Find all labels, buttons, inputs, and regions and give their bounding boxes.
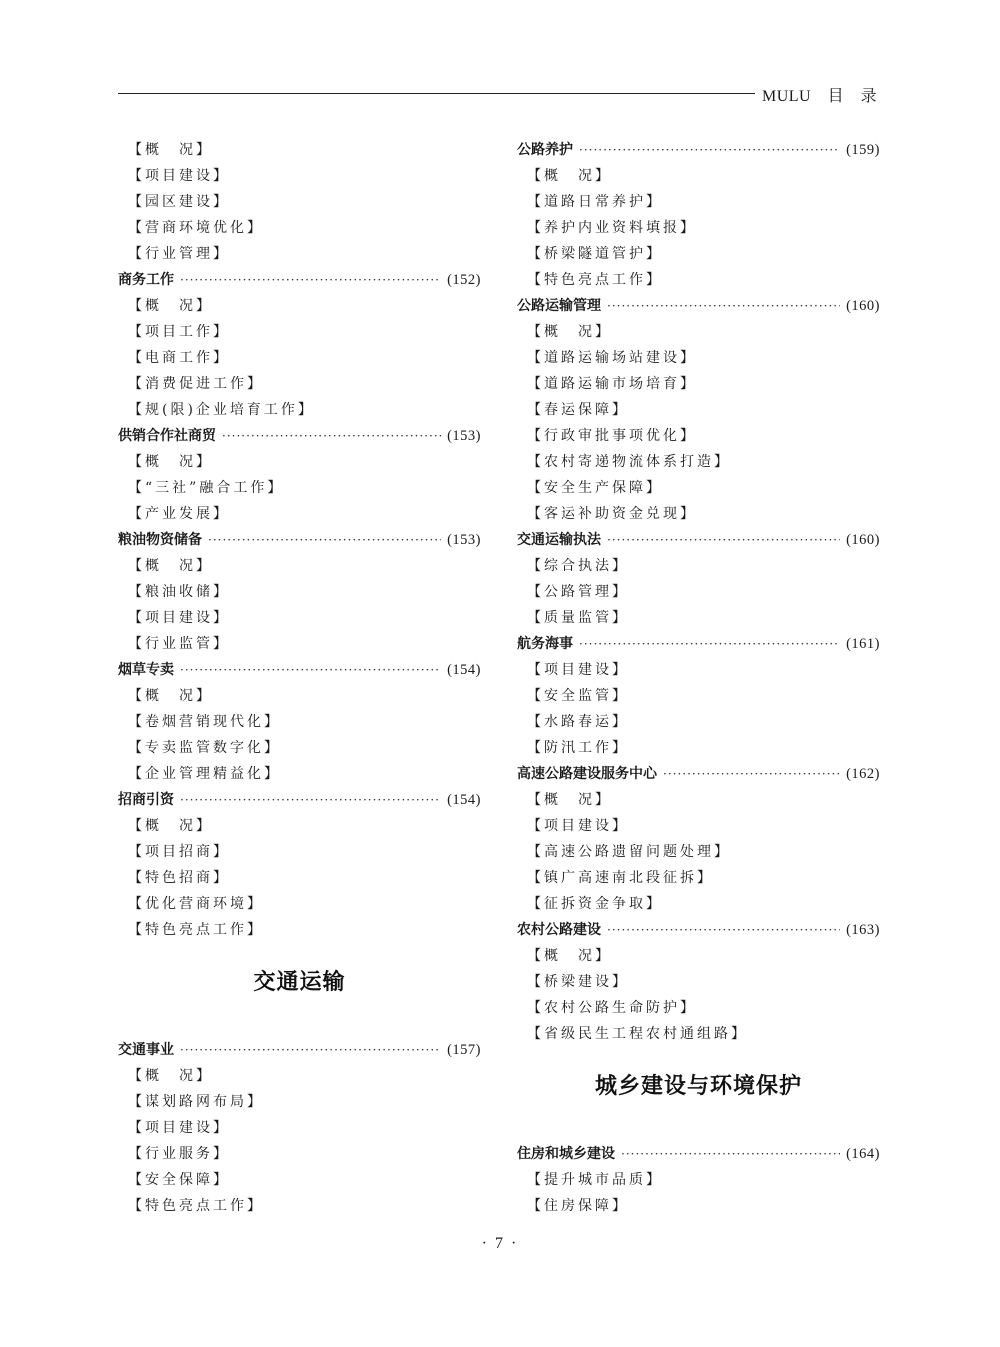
leader-dots (579, 631, 840, 657)
leader-dots (579, 137, 840, 163)
toc-entry-page: (157) (447, 1042, 481, 1058)
leader-dots (607, 917, 840, 943)
toc-subentry[interactable]: 【概 况】 (527, 168, 612, 184)
toc-subentry[interactable]: 【质量监管】 (527, 610, 629, 626)
toc-subentry[interactable]: 【概 况】 (527, 324, 612, 340)
toc-subentry[interactable]: 【概 况】 (128, 454, 213, 470)
toc-subentry[interactable]: 【卷烟营销现代化】 (128, 714, 281, 730)
toc-entry-page: (160) (846, 532, 880, 548)
toc-subentry[interactable]: 【道路运输场站建设】 (527, 350, 697, 366)
toc-subentry[interactable]: 【道路运输市场培育】 (527, 376, 697, 392)
toc-entry-page: (163) (846, 922, 880, 938)
toc-entry[interactable] (118, 423, 481, 449)
toc-entry-page: (153) (447, 532, 481, 548)
toc-subentry[interactable]: 【规(限)企业培育工作】 (128, 402, 315, 418)
toc-subentry[interactable]: 【项目建设】 (527, 662, 629, 678)
toc-right-column (517, 137, 880, 1219)
toc-entry-title: 招商引资 (118, 792, 174, 808)
toc-subentry[interactable]: 【概 况】 (527, 948, 612, 964)
toc-subentry[interactable]: 【项目建设】 (128, 1120, 230, 1136)
left-groups-after-heading (118, 1037, 481, 1219)
right-groups-after-heading (517, 1141, 880, 1219)
leader-dots (607, 527, 840, 553)
toc-entry[interactable] (118, 267, 481, 293)
leader-dots (208, 527, 441, 553)
toc-subentry[interactable]: 【行政审批事项优化】 (527, 428, 697, 444)
toc-entry-title: 粮油物资储备 (118, 532, 202, 548)
toc-subentry[interactable]: 【项目建设】 (128, 168, 230, 184)
toc-entry-title: 交通运输执法 (517, 532, 601, 548)
toc-left-column (118, 137, 481, 1219)
leader-dots (607, 293, 840, 319)
toc-entry[interactable] (517, 761, 880, 787)
toc-subentry[interactable]: 【特色亮点工作】 (527, 272, 663, 288)
toc-entry[interactable] (118, 527, 481, 553)
toc-entry[interactable] (517, 1141, 880, 1167)
toc-subentry[interactable]: 【粮油收储】 (128, 584, 230, 600)
leader-dots (663, 761, 840, 787)
toc-entry-page: (153) (447, 428, 481, 444)
toc-subentry[interactable]: 【安全保障】 (128, 1172, 230, 1188)
toc-entry-title: 航务海事 (517, 636, 573, 652)
leader-dots (180, 1037, 441, 1063)
toc-entry-title: 供销合作社商贸 (118, 428, 216, 444)
toc-subentry[interactable]: 【公路管理】 (527, 584, 629, 600)
toc-subentry[interactable]: 【概 况】 (128, 142, 213, 158)
toc-subentry[interactable]: 【安全生产保障】 (527, 480, 663, 496)
toc-entry-title: 住房和城乡建设 (517, 1146, 615, 1162)
toc-entry-page: (154) (447, 662, 481, 678)
toc-subentry[interactable]: 【春运保障】 (527, 402, 629, 418)
header-rule (118, 93, 755, 94)
toc-subentry[interactable]: 【项目建设】 (128, 610, 230, 626)
toc-subentry[interactable]: 【行业监管】 (128, 636, 230, 652)
toc-subentry[interactable]: 【综合执法】 (527, 558, 629, 574)
right-groups-before-heading (517, 137, 880, 1047)
toc-subentry[interactable]: 【特色亮点工作】 (128, 1198, 264, 1214)
toc-subentry[interactable]: 【概 况】 (128, 298, 213, 314)
toc-subentry[interactable]: 【企业管理精益化】 (128, 766, 281, 782)
toc-entry[interactable] (517, 631, 880, 657)
toc-subentry[interactable]: 【特色招商】 (128, 870, 230, 886)
toc-subentry[interactable]: 【省级民生工程农村通组路】 (527, 1026, 748, 1042)
toc-subentry[interactable]: 【养护内业资料填报】 (527, 220, 697, 236)
toc-subentry[interactable]: 【桥梁建设】 (527, 974, 629, 990)
toc-subentry[interactable]: 【特色亮点工作】 (128, 922, 264, 938)
toc-entry-page: (152) (447, 272, 481, 288)
toc-subentry[interactable]: 【概 况】 (128, 1068, 213, 1084)
leader-dots (180, 787, 441, 813)
toc-subentry[interactable]: 【概 况】 (128, 558, 213, 574)
toc-subentry[interactable]: 【概 况】 (128, 818, 213, 834)
toc-subentry[interactable]: 【农村寄递物流体系打造】 (527, 454, 731, 470)
toc-entry-page: (161) (846, 636, 880, 652)
toc-subentry[interactable]: 【行业服务】 (128, 1146, 230, 1162)
toc-subentry[interactable]: 【桥梁隧道管护】 (527, 246, 663, 262)
toc-subentry[interactable]: 【安全监管】 (527, 688, 629, 704)
toc-subentry[interactable]: 【“三社”融合工作】 (128, 480, 285, 496)
leader-dots (621, 1141, 840, 1167)
toc-subentry[interactable]: 【高速公路遗留问题处理】 (527, 844, 731, 860)
toc-subentry[interactable]: 【客运补助资金兑现】 (527, 506, 697, 522)
leader-dots (180, 657, 441, 683)
toc-entry[interactable] (118, 1037, 481, 1063)
toc-entry-title: 商务工作 (118, 272, 174, 288)
section-heading-urban-construction: 城乡建设与环境保护 (594, 1074, 802, 1099)
leader-dots (180, 267, 441, 293)
section-heading-transport: 交通运输 (253, 970, 346, 995)
toc-entry[interactable] (118, 657, 481, 683)
toc-subentry[interactable]: 【项目工作】 (128, 324, 230, 340)
toc-subentry[interactable]: 【住房保障】 (527, 1198, 629, 1214)
toc-subentry[interactable]: 【概 况】 (128, 688, 213, 704)
toc-subentry[interactable]: 【道路日常养护】 (527, 194, 663, 210)
toc-entry-title: 高速公路建设服务中心 (517, 766, 657, 782)
toc-subentry[interactable]: 【概 况】 (527, 792, 612, 808)
left-groups-before-heading (118, 137, 481, 943)
toc-subentry[interactable]: 【提升城市品质】 (527, 1172, 663, 1188)
running-header (762, 83, 877, 106)
running-header-chinese: 目 录 (827, 88, 878, 105)
toc-entry[interactable] (517, 137, 880, 163)
toc-entry-page: (162) (846, 766, 880, 782)
running-header-latin: MULU (762, 88, 812, 105)
toc-entry-title: 交通事业 (118, 1042, 174, 1058)
toc-entry[interactable] (118, 787, 481, 813)
toc-subentry[interactable]: 【行业管理】 (128, 246, 230, 262)
toc-subentry[interactable]: 【农村公路生命防护】 (527, 1000, 697, 1016)
toc-entry[interactable] (517, 527, 880, 553)
toc-entry-title: 烟草专卖 (118, 662, 174, 678)
toc-entry-page: (159) (846, 142, 880, 158)
toc-entry-page: (164) (846, 1146, 880, 1162)
toc-entry-page: (154) (447, 792, 481, 808)
page-number: · 7 · (481, 1235, 519, 1252)
toc-subentry[interactable]: 【项目建设】 (527, 818, 629, 834)
toc-subentry[interactable]: 【镇广高速南北段征拆】 (527, 870, 714, 886)
toc-subentry[interactable]: 【专卖监管数字化】 (128, 740, 281, 756)
toc-subentry[interactable]: 【防汛工作】 (527, 740, 629, 756)
toc-entry-title: 公路运输管理 (517, 298, 601, 314)
toc-entry[interactable] (517, 293, 880, 319)
toc-subentry[interactable]: 【电商工作】 (128, 350, 230, 366)
toc-subentry[interactable]: 【水路春运】 (527, 714, 629, 730)
toc-subentry[interactable]: 【征拆资金争取】 (527, 896, 663, 912)
toc-entry-title: 农村公路建设 (517, 922, 601, 938)
toc-entry[interactable] (517, 917, 880, 943)
toc-subentry[interactable]: 【项目招商】 (128, 844, 230, 860)
toc-subentry[interactable]: 【产业发展】 (128, 506, 230, 522)
toc-subentry[interactable]: 【优化营商环境】 (128, 896, 264, 912)
toc-subentry[interactable]: 【谋划路网布局】 (128, 1094, 264, 1110)
toc-subentry[interactable]: 【营商环境优化】 (128, 220, 264, 236)
toc-entry-title: 公路养护 (517, 142, 573, 158)
leader-dots (222, 423, 441, 449)
toc-entry-page: (160) (846, 298, 880, 314)
toc-subentry[interactable]: 【消费促进工作】 (128, 376, 264, 392)
toc-subentry[interactable]: 【园区建设】 (128, 194, 230, 210)
